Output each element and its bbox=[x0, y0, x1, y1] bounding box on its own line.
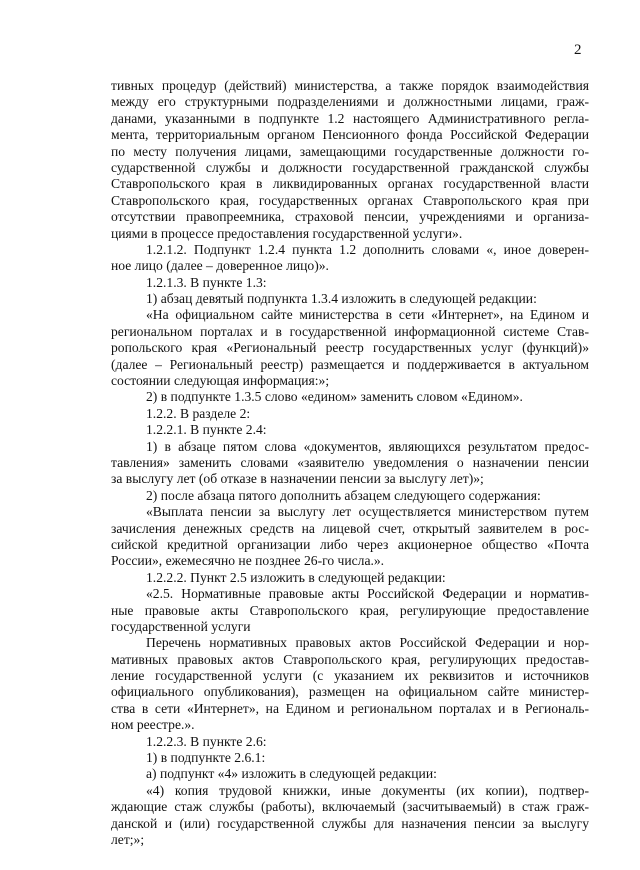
text-line: 1.2.1.3. В пункте 1.3: bbox=[146, 274, 267, 290]
text-line: данской и (или) государственной службы для назначения пенсии за выслугу bbox=[111, 815, 589, 831]
text-line: 1.2.2.2. Пункт 2.5 изложить в следующей редакции: bbox=[146, 569, 446, 585]
text-line: 1.2.2.1. В пункте 2.4: bbox=[146, 422, 267, 438]
text-line: 2) в подпункте 1.3.5 слово «едином» заменить словом «Едином». bbox=[146, 389, 523, 405]
page-number: 2 bbox=[574, 42, 582, 58]
text-line: Ставропольского края, государственных органах Ставропольского края при bbox=[111, 192, 589, 208]
text-line: «4) копия трудовой книжки, иные документы (их копии), подтвер- bbox=[146, 782, 589, 798]
text-line: ное лицо (далее – доверенное лицо)». bbox=[111, 258, 329, 274]
text-line: лет;»; bbox=[111, 831, 145, 847]
text-line: состоянии следующая информация:»; bbox=[111, 373, 330, 389]
text-line: ном реестре.». bbox=[111, 717, 195, 733]
text-line: сударственной службы и должности государственной гражданской службы bbox=[111, 159, 589, 175]
text-line: а) подпункт «4» изложить в следующей редакции: bbox=[146, 766, 437, 782]
text-line: Ставропольского края в ликвидированных органах государственной власти bbox=[111, 176, 589, 192]
text-line: ропольского края «Региональный реестр государственных услуг (функций)» bbox=[111, 340, 589, 356]
text-line: ства в сети «Интернет», на Едином и региональном порталах и в Региональ- bbox=[111, 700, 589, 716]
text-line: «На официальном сайте министерства в сети «Интернет», на Едином и bbox=[146, 307, 589, 323]
text-line: ные правовые акты Ставропольского края, регулирующие предоставление bbox=[111, 602, 589, 618]
text-line: мента, территориальным органом Пенсионного фонда Российской Федерации bbox=[111, 127, 589, 143]
text-line: зачисления денежных средств на лицевой счет, открытый заявителем в рос- bbox=[111, 520, 589, 536]
text-line: официального опубликования), размещен на официальном сайте министер- bbox=[111, 684, 589, 700]
text-line: ление государственной услуги (с указанием их реквизитов и источников bbox=[111, 668, 589, 684]
text-line: 1.2.1.2. Подпункт 1.2.4 пункта 1.2 дополнить словами «, иное доверен- bbox=[146, 241, 589, 257]
text-line: России», ежемесячно не позднее 26-го числа.». bbox=[111, 553, 385, 569]
text-line: (далее – Региональный реестр) размещается и поддерживается в актуальном bbox=[111, 356, 589, 372]
document-body bbox=[111, 78, 589, 848]
text-line: ждающие стаж службы (работы), включаемый (засчитываемый) в стаж граж- bbox=[111, 799, 589, 815]
text-line: 1.2.2.3. В пункте 2.6: bbox=[146, 733, 267, 749]
text-line: тавления» заменить словами «заявителю уведомления о назначении пенсии bbox=[111, 454, 589, 470]
text-line: по месту получения лицами, замещающими государственные должности го- bbox=[111, 143, 589, 159]
text-line: 2) после абзаца пятого дополнить абзацем следующего содержания: bbox=[146, 487, 541, 503]
text-line: региональном порталах и в государственной информационной системе Став- bbox=[111, 323, 589, 339]
text-line: отсутствии правопреемника, страховой пенсии, учреждениями и организа- bbox=[111, 209, 589, 225]
text-line: Перечень нормативных правовых актов Российской Федерации и нор- bbox=[146, 635, 589, 651]
text-line: сийской кредитной организации либо через акционерное общество «Почта bbox=[111, 536, 589, 552]
text-line: данами, указанными в подпункте 1.2 настоящего Административного регла- bbox=[111, 110, 589, 126]
text-line: циями в процессе предоставления государственной услуги». bbox=[111, 225, 463, 241]
text-line: за выслугу лет (об отказе в назначении пенсии за выслугу лет)»; bbox=[111, 471, 484, 487]
text-line: мативных правовых актов Ставропольского края, регулирующих предостав- bbox=[111, 651, 589, 667]
text-line: тивных процедур (действий) министерства, а также порядок взаимодействия bbox=[111, 78, 589, 93]
text-line: 1.2.2. В разделе 2: bbox=[146, 405, 251, 421]
text-line: «2.5. Нормативные правовые акты Российской Федерации и норматив- bbox=[146, 586, 589, 602]
text-line: государственной услуги bbox=[111, 618, 251, 634]
text-line: 1) в подпункте 2.6.1: bbox=[146, 750, 266, 766]
text-line: между его структурными подразделениями и должностными лицами, граж- bbox=[111, 94, 589, 110]
text-line: «Выплата пенсии за выслугу лет осуществляется министерством путем bbox=[146, 504, 589, 520]
text-line: 1) абзац девятый подпункта 1.3.4 изложить в следующей редакции: bbox=[146, 291, 537, 307]
text-line: 1) в абзаце пятом слова «документов, являющихся результатом предос- bbox=[146, 438, 589, 454]
